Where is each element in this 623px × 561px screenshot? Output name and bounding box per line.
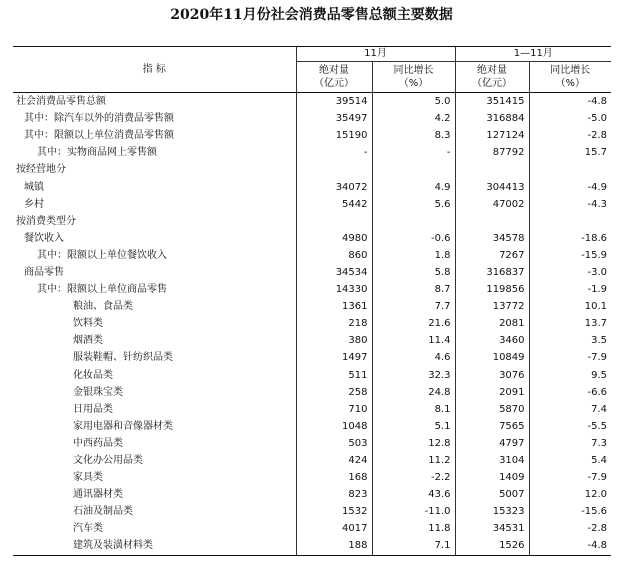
ytd-yoy-cell: 15.7 [529,144,611,161]
header-yoy-unit: （%） [555,78,586,89]
month-yoy-cell: 5.8 [372,264,455,281]
retail-sales-table [13,46,611,556]
month-abs-cell: 1361 [296,298,372,315]
row-label: 城镇 [24,181,44,193]
month-abs-cell: 380 [296,332,372,349]
table-row [13,281,611,298]
table-row [13,349,611,366]
header-abs-unit: （亿元） [314,78,354,89]
row-label: 日用品类 [73,403,113,415]
month-yoy-cell: 1.8 [372,247,455,264]
month-yoy-cell: 11.2 [372,452,455,469]
header-ytd-yoy [529,62,611,93]
row-label: 按消费类型分 [16,215,76,227]
month-yoy-cell: 4.9 [372,178,455,195]
ytd-abs-cell: 5007 [455,486,529,503]
table-row [13,401,611,418]
header-yoy-unit: （%） [398,78,429,89]
row-label: 家用电器和音像器材类 [73,420,173,432]
ytd-abs-cell [455,213,529,230]
ytd-abs-cell: 3076 [455,367,529,384]
ytd-abs-cell: 2091 [455,384,529,401]
ytd-yoy-cell: -6.6 [529,384,611,401]
ytd-abs-cell: 15323 [455,503,529,520]
header-ytd-abs [455,62,529,93]
ytd-yoy-cell: 7.3 [529,435,611,452]
ytd-abs-cell: 13772 [455,298,529,315]
table-row [13,93,611,111]
header-indicator: 指 标 [13,47,296,93]
month-yoy-cell: 4.6 [372,349,455,366]
ytd-yoy-cell: -7.9 [529,349,611,366]
ytd-yoy-cell: 12.0 [529,486,611,503]
month-yoy-cell: 32.3 [372,367,455,384]
month-abs-cell: 35497 [296,110,372,127]
month-yoy-cell: -11.0 [372,503,455,520]
row-label: 乡村 [24,198,44,210]
ytd-abs-cell: 2081 [455,315,529,332]
ytd-yoy-cell [529,213,611,230]
month-abs-cell: 4017 [296,520,372,537]
month-yoy-cell: 21.6 [372,315,455,332]
ytd-abs-cell: 119856 [455,281,529,298]
month-abs-cell: 1532 [296,503,372,520]
row-label: 石油及制品类 [73,506,133,518]
month-yoy-cell: 43.6 [372,486,455,503]
month-abs-cell: 218 [296,315,372,332]
row-label: 烟酒类 [73,335,103,347]
table-row [13,520,611,537]
ytd-yoy-cell: 3.5 [529,332,611,349]
table-row [13,247,611,264]
table-row [13,452,611,469]
row-label: 饮料类 [73,318,103,330]
ytd-yoy-cell: -7.9 [529,469,611,486]
ytd-yoy-cell: -4.8 [529,537,611,555]
month-yoy-cell: 8.3 [372,127,455,144]
month-abs-cell: 710 [296,401,372,418]
header-abs-label: 绝对量 [477,65,508,76]
month-yoy-cell: 12.8 [372,435,455,452]
row-label: 文化办公用品类 [73,455,143,467]
table-row [13,161,611,178]
month-yoy-cell: 24.8 [372,384,455,401]
month-abs-cell: 258 [296,384,372,401]
month-abs-cell: 15190 [296,127,372,144]
month-abs-cell: 188 [296,537,372,555]
month-yoy-cell: -0.6 [372,230,455,247]
ytd-abs-cell: 316837 [455,264,529,281]
month-abs-cell: 14330 [296,281,372,298]
month-abs-cell: 860 [296,247,372,264]
month-abs-cell [296,161,372,178]
ytd-abs-cell: 3104 [455,452,529,469]
ytd-yoy-cell: -4.3 [529,196,611,213]
row-label: 家具类 [73,472,103,484]
ytd-abs-cell: 3460 [455,332,529,349]
header-yoy-label: 同比增长 [550,65,591,76]
header-month-yoy [372,62,455,93]
month-yoy-cell: 7.7 [372,298,455,315]
table-row [13,384,611,401]
row-label: 其中：实物商品网上零售额 [37,147,157,159]
ytd-yoy-cell: -4.8 [529,93,611,111]
ytd-abs-cell: 7267 [455,247,529,264]
table-row [13,127,611,144]
ytd-yoy-cell: 7.4 [529,401,611,418]
table-row [13,264,611,281]
month-yoy-cell: 5.6 [372,196,455,213]
row-label: 粮油、食品类 [73,301,133,313]
ytd-abs-cell [455,161,529,178]
month-abs-cell: 39514 [296,93,372,111]
ytd-yoy-cell: 10.1 [529,298,611,315]
month-abs-cell: 503 [296,435,372,452]
row-label: 按经营地分 [16,164,66,176]
table-row [13,178,611,195]
ytd-abs-cell: 1409 [455,469,529,486]
row-label: 其中：限额以上单位消费品零售额 [24,130,174,142]
ytd-abs-cell: 5870 [455,401,529,418]
ytd-abs-cell: 10849 [455,349,529,366]
ytd-abs-cell: 4797 [455,435,529,452]
table-row [13,435,611,452]
ytd-yoy-cell: -4.9 [529,178,611,195]
table-row [13,332,611,349]
table-row [13,110,611,127]
month-abs-cell: 4980 [296,230,372,247]
month-abs-cell: 424 [296,452,372,469]
month-yoy-cell: 11.4 [372,332,455,349]
ytd-abs-cell: 127124 [455,127,529,144]
header-month-abs [296,62,372,93]
ytd-yoy-cell: 9.5 [529,367,611,384]
row-label: 社会消费品零售总额 [16,96,106,108]
month-abs-cell: 168 [296,469,372,486]
page-title: 2020年11月份社会消费品零售总额主要数据 [170,7,453,23]
row-label: 建筑及装潢材料类 [13,537,296,555]
header-period-ytd: 1—11月 [455,47,611,62]
header-abs-label: 绝对量 [319,65,349,76]
month-yoy-cell: 11.8 [372,520,455,537]
ytd-abs-cell: 87792 [455,144,529,161]
table-row [13,315,611,332]
ytd-abs-cell: 1526 [455,537,529,555]
ytd-abs-cell: 34531 [455,520,529,537]
row-label: 中西药品类 [73,437,123,449]
table-row [13,537,611,555]
row-label: 通讯器材类 [73,489,123,501]
table-body [13,93,611,556]
month-abs-cell: 34072 [296,178,372,195]
month-abs-cell: 1497 [296,349,372,366]
ytd-abs-cell: 47002 [455,196,529,213]
ytd-yoy-cell: -5.5 [529,418,611,435]
month-abs-cell: 5442 [296,196,372,213]
row-label: 其中：限额以上单位商品零售 [37,284,167,296]
month-abs-cell: 34534 [296,264,372,281]
ytd-abs-cell: 316884 [455,110,529,127]
ytd-yoy-cell: -2.8 [529,520,611,537]
month-yoy-cell: - [372,144,455,161]
month-yoy-cell [372,213,455,230]
month-yoy-cell: -2.2 [372,469,455,486]
row-label: 金银珠宝类 [73,386,123,398]
ytd-abs-cell: 34578 [455,230,529,247]
header-period-month: 11月 [296,47,455,62]
header-yoy-label: 同比增长 [393,65,434,76]
row-label: 其中：限额以上单位餐饮收入 [37,249,167,261]
ytd-yoy-cell: 5.4 [529,452,611,469]
ytd-yoy-cell: -5.0 [529,110,611,127]
month-yoy-cell: 8.1 [372,401,455,418]
row-label: 服装鞋帽、针纺织品类 [73,352,173,364]
ytd-yoy-cell: -3.0 [529,264,611,281]
table-row [13,196,611,213]
table-row [13,418,611,435]
month-yoy-cell: 4.2 [372,110,455,127]
table-row [13,298,611,315]
ytd-yoy-cell: -1.9 [529,281,611,298]
month-yoy-cell: 8.7 [372,281,455,298]
ytd-abs-cell: 304413 [455,178,529,195]
table-row [13,503,611,520]
row-label: 餐饮收入 [24,232,64,244]
ytd-yoy-cell: -15.9 [529,247,611,264]
table-row [13,367,611,384]
month-abs-cell: 511 [296,367,372,384]
ytd-yoy-cell: 13.7 [529,315,611,332]
row-label: 化妆品类 [73,369,113,381]
ytd-abs-cell: 351415 [455,93,529,111]
ytd-yoy-cell [529,161,611,178]
row-label: 其中：除汽车以外的消费品零售额 [24,113,174,125]
month-abs-cell [296,213,372,230]
month-yoy-cell [372,161,455,178]
row-label: 汽车类 [73,523,103,535]
ytd-yoy-cell: -15.6 [529,503,611,520]
ytd-yoy-cell: -18.6 [529,230,611,247]
month-abs-cell: 1048 [296,418,372,435]
table-row [13,469,611,486]
table-row [13,230,611,247]
ytd-abs-cell: 7565 [455,418,529,435]
month-yoy-cell: 5.1 [372,418,455,435]
table-row [13,213,611,230]
header-abs-unit: （亿元） [472,78,513,89]
month-yoy-cell: 7.1 [372,537,455,555]
month-abs-cell: 823 [296,486,372,503]
table-row [13,486,611,503]
row-label: 商品零售 [24,266,64,278]
month-yoy-cell: 5.0 [372,93,455,111]
table-row [13,144,611,161]
month-abs-cell: - [296,144,372,161]
ytd-yoy-cell: -2.8 [529,127,611,144]
